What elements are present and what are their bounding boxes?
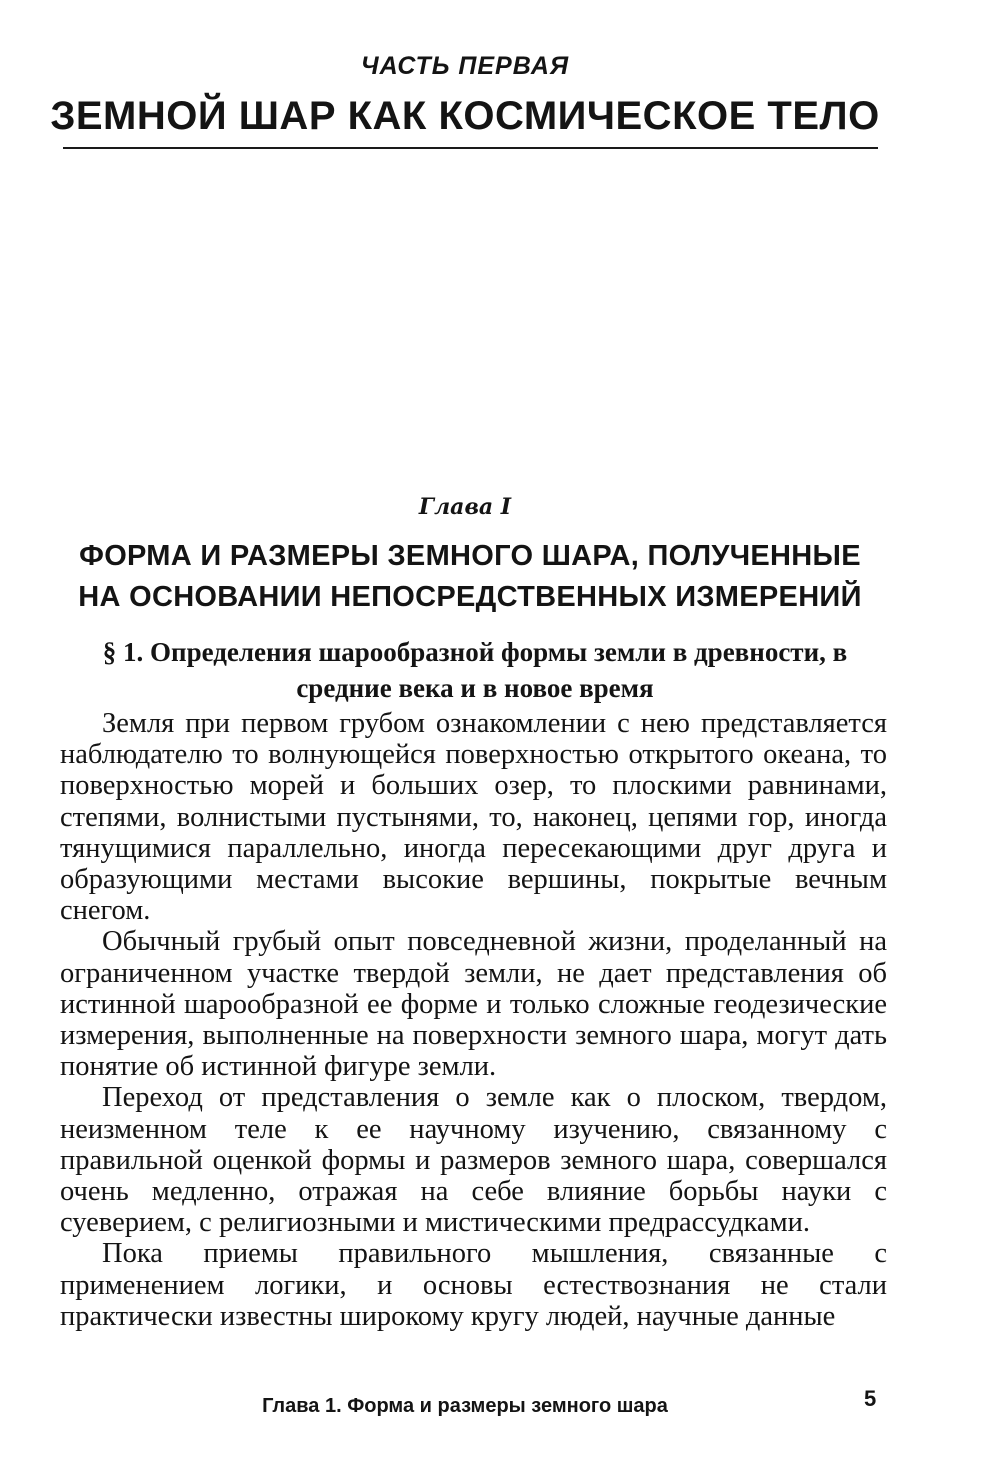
paragraph: Пока приемы правильного мышления, связанные с применением логики, и основы естествознания не стали практически известны широкому кругу людей, научные данные	[60, 1238, 887, 1332]
part-title: ЗЕМНОЙ ШАР КАК КОСМИЧЕСКОЕ ТЕЛО	[50, 94, 880, 138]
body-text	[60, 708, 887, 1332]
section-title: § 1. Определения шарообразной формы земли в древности, в средние века и в новое время	[102, 637, 848, 703]
paragraph: Обычный грубый опыт повседневной жизни, проделанный на ограниченном участке твердой земли, не дает представления об истинной шарообразной ее форме и только сложные геодезические измерения, выполненные на поверхности земного шара, могут дать понятие об истинной фигуре земли.	[60, 926, 887, 1083]
part-label: ЧАСТЬ ПЕРВАЯ	[360, 52, 570, 80]
running-footer-title: Глава 1. Форма и размеры земного шара	[262, 1395, 668, 1417]
paragraph: Переход от представления о земле как о плоском, твердом, неизменном теле к ее научному изучению, связанному с правильной оценкой формы и размеров земного шара, совершался очень медленно, отражая на себе влияние борьбы науки с суеверием, с религиозными и мистическими предрассудками.	[60, 1082, 887, 1239]
chapter-label: Глава I	[418, 494, 512, 520]
page-number: 5	[864, 1386, 877, 1411]
header-divider	[63, 147, 878, 149]
paragraph: Земля при первом грубом ознакомлении с нею представляется наблюдателю то волнующейся поверхностью открытого океана, то поверхностью морей и больших озер, то плоскими равнинами, степями, волнистыми пустынями, то, наконец, цепями гор, иногда тянущимися параллельно, иногда пересекающими друг друга и образующими местами высокие вершины, покрытые вечным снегом.	[60, 708, 887, 927]
chapter-title: ФОРМА И РАЗМЕРЫ ЗЕМНОГО ШАРА, ПОЛУЧЕННЫЕ НА ОСНОВАНИИ НЕПОСРЕДСТВЕННЫХ ИЗМЕРЕНИЙ	[78, 540, 862, 613]
